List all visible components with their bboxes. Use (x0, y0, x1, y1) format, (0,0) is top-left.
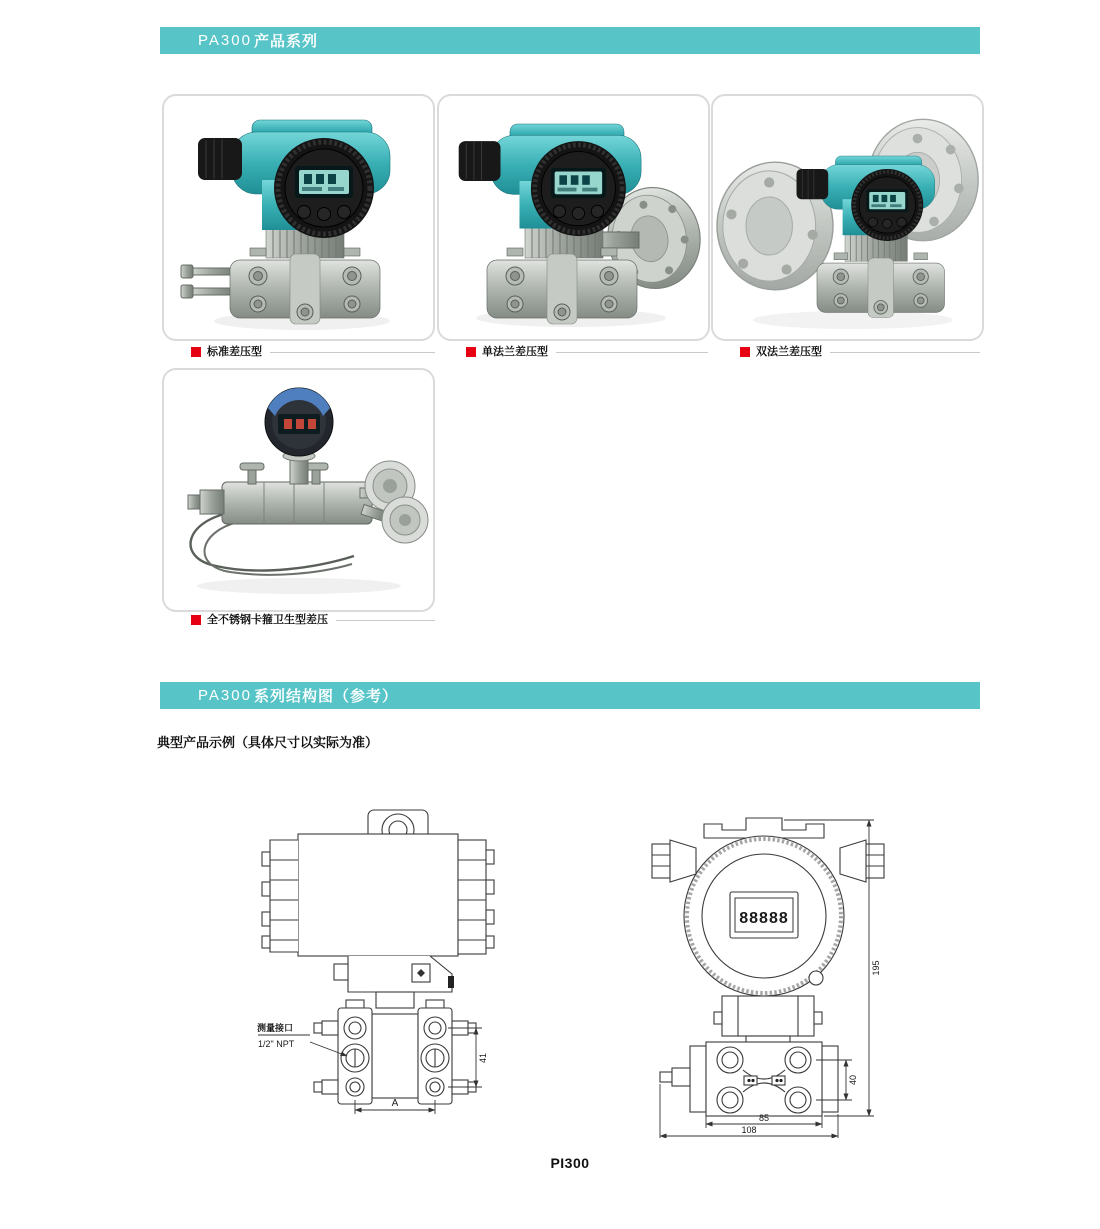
caption-rule (830, 352, 980, 353)
caption-single-flange (466, 345, 708, 359)
caption-text: 双法兰差压型 (756, 346, 822, 358)
display-digits: 88888 (739, 910, 789, 927)
front-flange-outline (660, 1042, 838, 1116)
front-neck-outline (714, 996, 822, 1044)
caption-text: 全不锈钢卡箍卫生型差压 (207, 614, 328, 626)
housing-outline (262, 810, 494, 956)
port-size-label: 1/2" NPT (258, 1039, 295, 1049)
banner-title-text: 系列结构图（参考） (253, 688, 398, 705)
left-valve-stems (181, 265, 234, 298)
banner-title-text: 产品系列 (253, 33, 318, 50)
transmitter-double-flange-illustration (713, 96, 982, 339)
red-marker-icon (740, 347, 750, 357)
dim-label-40: 40 (848, 1074, 858, 1086)
dim-label-108: 108 (741, 1125, 757, 1135)
red-marker-icon (466, 347, 476, 357)
product-photo-sanitary-clamp (162, 368, 435, 612)
caption-rule (336, 620, 435, 621)
sanitary-display-head (265, 388, 333, 456)
clamp-seal-discs (360, 461, 428, 543)
caption-text: 标准差压型 (207, 346, 262, 358)
product-photo-standard (162, 94, 435, 341)
transmitter-standard-illustration (164, 96, 433, 339)
caption-double-flange (740, 345, 980, 359)
red-marker-icon (191, 347, 201, 357)
caption-rule (556, 352, 708, 353)
typical-example-note: 典型产品示例（具体尺寸以实际为准） (157, 735, 379, 750)
banner-model-code: PA300 (198, 32, 252, 49)
flange-manifold-outline (314, 1000, 476, 1104)
front-display (730, 892, 798, 938)
caption-sanitary (191, 613, 435, 627)
valve-handles (240, 463, 328, 484)
dim-label-A: A (391, 1098, 399, 1109)
structure-drawing-side-view (252, 806, 512, 1118)
product-photo-single-flange (437, 94, 710, 341)
product-photo-double-flange (711, 94, 984, 341)
red-marker-icon (191, 615, 201, 625)
caption-text: 单法兰差压型 (482, 346, 548, 358)
transmitter-single-flange-illustration (439, 96, 708, 339)
structure-drawing-front-view (648, 808, 888, 1138)
section-banner-product-series (160, 27, 980, 54)
caption-standard (191, 345, 435, 359)
transmitter-sanitary-illustration (164, 370, 433, 610)
caption-rule (270, 352, 435, 353)
dim-label-41: 41 (478, 1052, 488, 1064)
port-label: 测量接口 (257, 1023, 294, 1033)
section-banner-structure (160, 682, 980, 709)
dim-label-195: 195 (871, 960, 881, 976)
footer-model-code: PI300 (550, 1155, 590, 1171)
dim-label-85: 85 (758, 1113, 770, 1123)
banner-model-code: PA300 (198, 687, 252, 704)
